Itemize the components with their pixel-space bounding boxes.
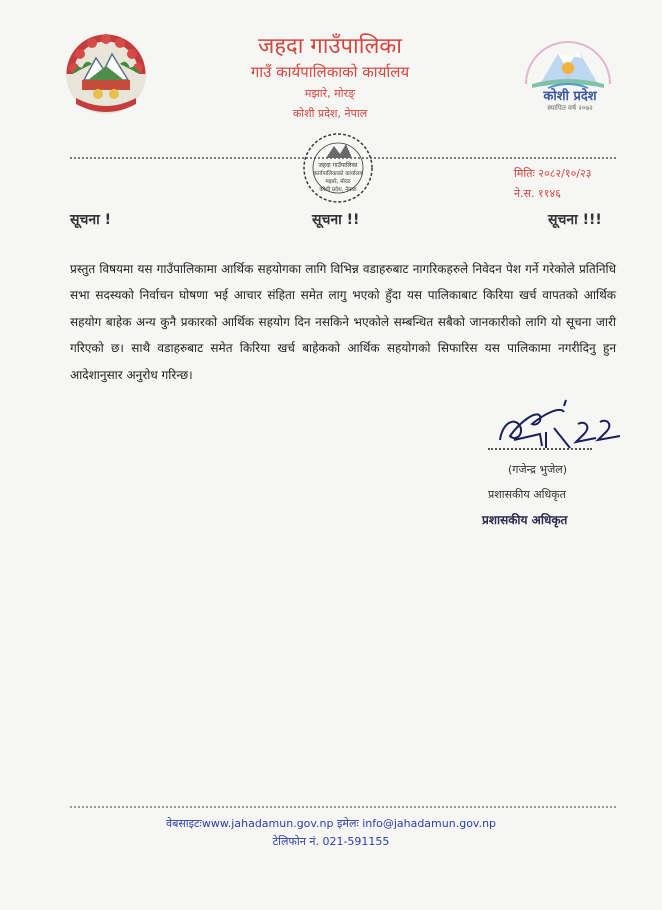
notice-heading-right: सूचना !!! bbox=[548, 212, 602, 228]
koshi-logo-title: कोशी प्रदेश bbox=[543, 89, 597, 104]
website-link[interactable]: www.jahadamun.gov.np bbox=[201, 817, 334, 830]
office-province: कोशी प्रदेश, नेपाल bbox=[292, 107, 368, 120]
seal-mountain-icon bbox=[326, 144, 352, 158]
municipality-title: जहदा गाउँपालिका bbox=[258, 34, 402, 59]
phone-number: 021-591155 bbox=[322, 835, 390, 848]
seal-line-1: जहदा गाउँपालिका bbox=[318, 162, 358, 169]
notice-heading-center: सूचना !! bbox=[312, 212, 360, 228]
office-seal bbox=[296, 128, 380, 208]
reference-number: ने.स. ११४६ bbox=[514, 187, 561, 200]
website-label: वेबसाइटः bbox=[165, 817, 202, 830]
office-name: गाउँ कार्यपालिकाको कार्यालय bbox=[250, 63, 410, 81]
signatory-title: प्रशासकीय अधिकृत bbox=[488, 488, 566, 501]
seal-line-4: कोशी प्रदेश, नेपाल bbox=[319, 187, 357, 193]
notice-body: प्रस्तुत विषयमा यस गाउँपालिकामा आर्थिक सहयोगका लागि विभिन्न वडाहरुबाट नागरिकहरुले निवेदन पेश गर्ने गरेकोले प्रतिनिधि सभा सदस्यको निर्वाचन घोषणा भई आचार संहिता समेत लागु भएको हुँदा यस पालिकाबाट किरिया खर्च वापतको आर्थिक सहयोग बाहेक अन्य कुनै प्रकारको आर्थिक सहयोग दिन नसकिने भएकोले सम्बन्धित सबैको जानकारीको लागि यो सूचना जारी गरिएको छ। साथै वडाहरुबाट समेत किरिया खर्च बाहेकको आर्थिक सहयोगको सिफारिस यस पालिकामा नगरीदिनु हुन आदेशानुसार अनुरोध गरिन्छ। bbox=[70, 262, 616, 382]
signatory-stamp: प्रशासकीय अधिकृत bbox=[482, 513, 568, 527]
signature-line bbox=[488, 448, 592, 450]
koshi-logo-subtitle: स्थापित वर्ष २०७२ bbox=[547, 104, 593, 112]
nepal-emblem-icon bbox=[60, 28, 152, 120]
phone-label: टेलिफोन नं. bbox=[272, 835, 319, 848]
seal-line-3: मझारे, मोरङ bbox=[325, 179, 351, 185]
email-link[interactable]: info@jahadamun.gov.np bbox=[362, 817, 497, 830]
footer-contact bbox=[0, 816, 662, 831]
footer-divider bbox=[70, 806, 616, 808]
email-label: इमेलः bbox=[337, 817, 359, 830]
notice-heading-left: सूचना ! bbox=[70, 212, 112, 228]
footer-phone bbox=[0, 834, 662, 849]
office-address: मझारे, मोरङ् bbox=[304, 87, 356, 100]
signatory-name: (गजेन्द्र भुजेल) bbox=[508, 463, 568, 476]
letter-date: मितिः २०८२/१०/२३ bbox=[514, 167, 592, 180]
seal-line-2: कार्यपालिकाको कार्यालय bbox=[313, 171, 363, 177]
